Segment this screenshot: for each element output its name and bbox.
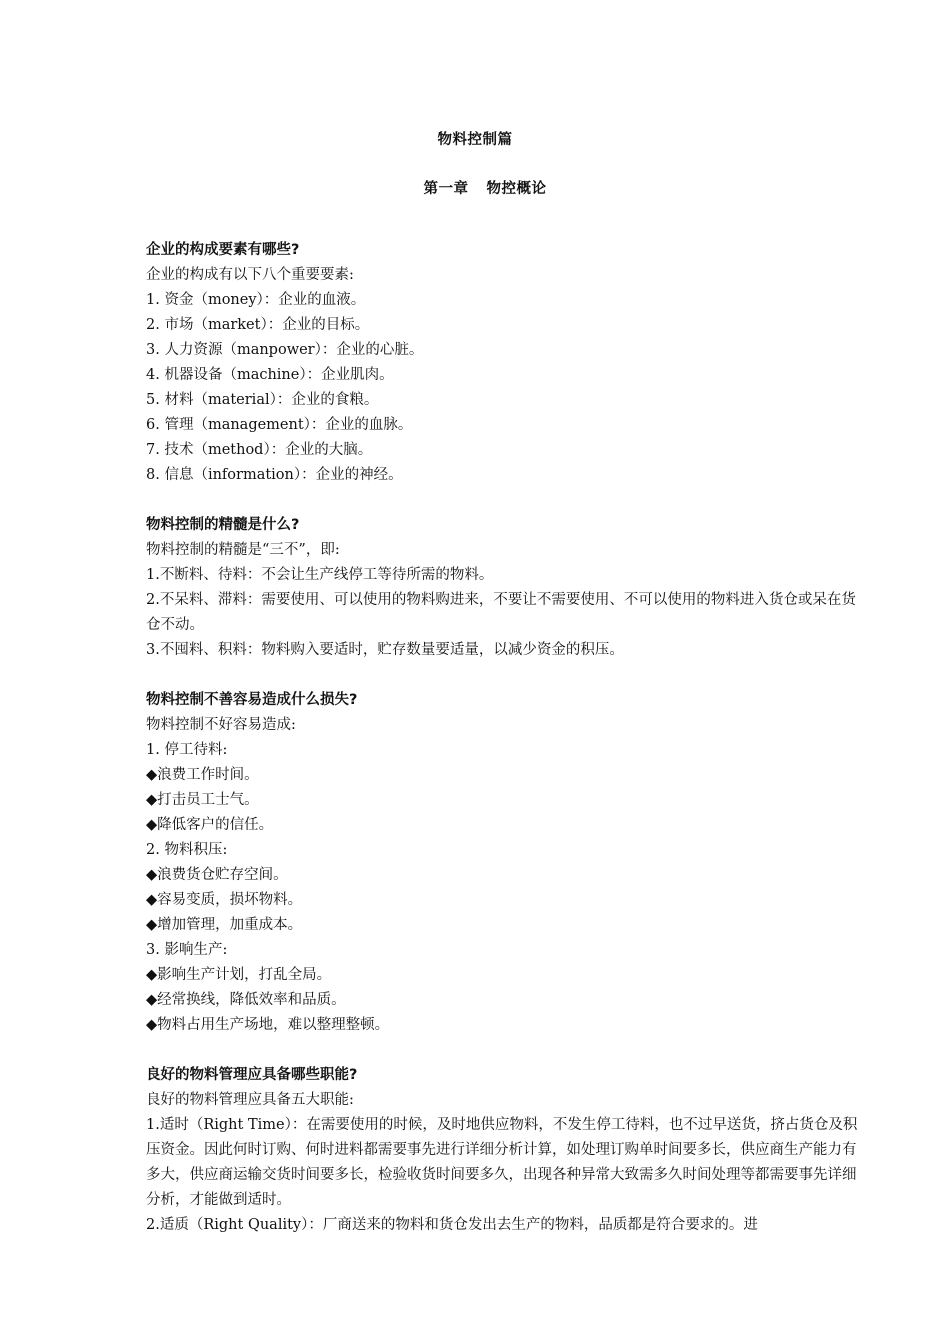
bullet-item: ◆物料占用生产场地，难以整理整顿。 — [146, 1017, 390, 1033]
section-functions — [146, 1063, 866, 1238]
section-heading: 物料控制的精髓是什么? — [146, 517, 300, 533]
paragraph-line: 企业的构成有以下八个重要要素: — [146, 267, 354, 283]
bullet-item: ◆打击员工士气。 — [146, 792, 259, 808]
document-body — [146, 238, 866, 1238]
list-item: 3.不囤料、积料：物料购入要适时，贮存数量要适量，以减少资金的积压。 — [146, 642, 624, 658]
list-item: 2.不呆料、滞料：需要使用、可以使用的物料购进来，不要让不需要使用、不可以使用的物料进入货仓或呆在货仓不动。 — [146, 592, 856, 633]
list-item: 6. 管理（management）：企业的血脉。 — [146, 417, 413, 433]
section-heading: 企业的构成要素有哪些? — [146, 242, 300, 258]
chapter-label: 第一章 — [423, 181, 469, 197]
list-item: 4. 机器设备（machine）：企业肌肉。 — [146, 367, 394, 383]
section-heading: 物料控制不善容易造成什么损失? — [146, 692, 358, 708]
list-item: 3. 影响生产: — [146, 942, 228, 958]
bullet-item: ◆容易变质，损坏物料。 — [146, 892, 303, 908]
bullet-item: ◆降低客户的信任。 — [146, 817, 274, 833]
bullet-item: ◆增加管理，加重成本。 — [146, 917, 303, 933]
list-item: 2. 物料积压: — [146, 842, 228, 858]
list-item: 2.适质（Right Quality）：厂商送来的物料和货仓发出去生产的物料，品质都是符合要求的。进 — [146, 1217, 758, 1233]
bullet-item: ◆浪费货仓贮存空间。 — [146, 867, 288, 883]
list-item: 7. 技术（method）：企业的大脑。 — [146, 442, 373, 458]
paragraph-line: 物料控制不好容易造成: — [146, 717, 296, 733]
document-title: 物料控制篇 — [437, 132, 513, 148]
list-item: 2. 市场（market）：企业的目标。 — [146, 317, 370, 333]
paragraph-line: 良好的物料管理应具备五大职能: — [146, 1092, 354, 1108]
list-item: 8. 信息（information）：企业的神经。 — [146, 467, 403, 483]
bullet-item: ◆影响生产计划，打乱全局。 — [146, 967, 332, 983]
section-heading: 良好的物料管理应具备哪些职能? — [146, 1067, 358, 1083]
list-item: 3. 人力资源（manpower）：企业的心脏。 — [146, 342, 424, 358]
list-item: 5. 材料（material）：企业的食粮。 — [146, 392, 379, 408]
list-item: 1.适时（Right Time）：在需要使用的时候，及时地供应物料，不发生停工待料，也不过早送货，挤占货仓及积压资金。因此何时订购、何时进料都需要事先进行详细分析计算，如处理订购单时间要多长，供应商生产能力有多大，供应商运输交货时间要多长，检验收货时间要多久，出现各种异常大致需多久时间处理等都需要事先详细分析，才能做到适时。 — [146, 1117, 858, 1208]
list-item: 1. 停工待料: — [146, 742, 228, 758]
bullet-item: ◆经常换线，降低效率和品质。 — [146, 992, 346, 1008]
chapter-title — [10, 177, 950, 198]
list-item: 1.不断料、待料：不会让生产线停工等待所需的物料。 — [146, 567, 494, 583]
section-losses — [146, 688, 866, 1038]
section-components — [146, 238, 866, 488]
section-essence — [146, 513, 866, 663]
list-item: 1. 资金（money）：企业的血液。 — [146, 292, 366, 308]
chapter-name: 物控概论 — [486, 181, 547, 197]
paragraph-line: 物料控制的精髓是“三不”，即: — [146, 542, 340, 558]
bullet-item: ◆浪费工作时间。 — [146, 767, 259, 783]
